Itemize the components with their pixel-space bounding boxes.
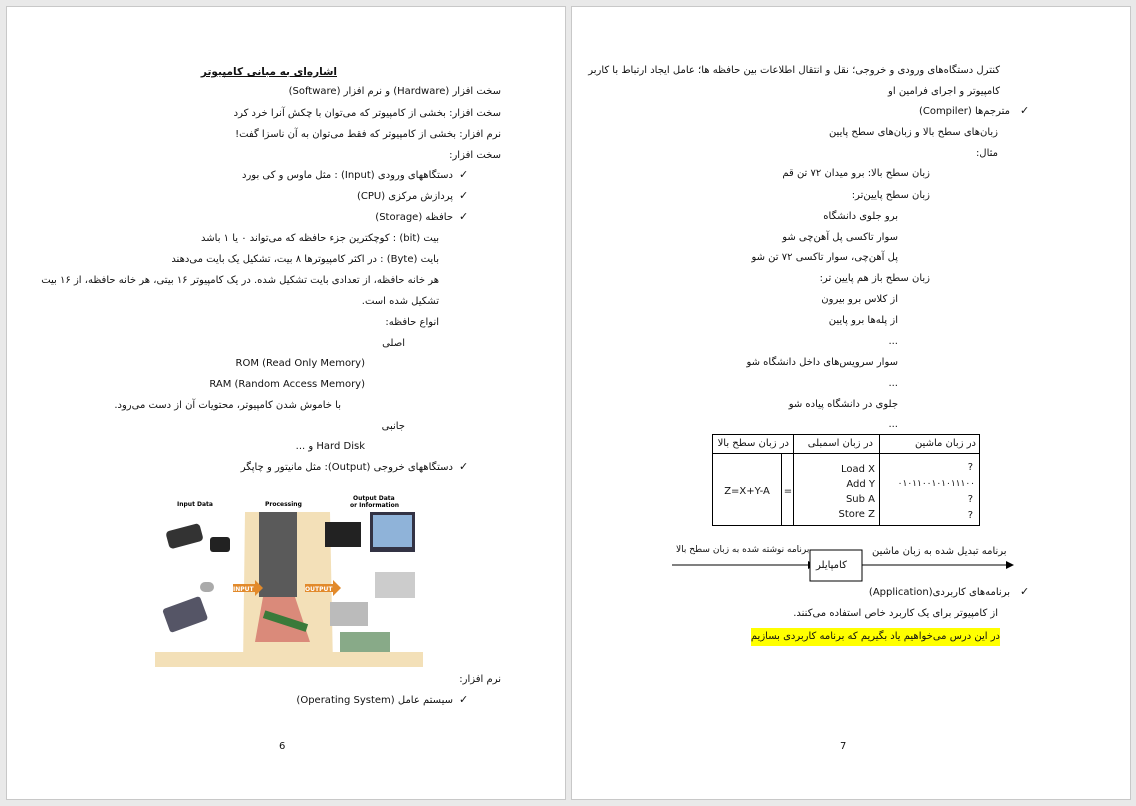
flow-source-label: برنامه نوشته شده به زبان سطح بالا: [676, 545, 810, 555]
language-comparison-table: [712, 434, 980, 526]
text-line: سخت افزار: بخشی از کامپیوتر که می‌توان با چکش آنرا خرد کرد: [233, 108, 501, 119]
text-line: نرم افزار: بخشی از کامپیوتر که فقط می‌توان به آن ناسزا گفت!: [235, 129, 501, 140]
checkmark-icon: ✓: [1020, 104, 1030, 117]
page-number: 7: [840, 741, 847, 752]
bullet-item: مترجم‌ها (Compiler): [918, 106, 1010, 117]
text-line: جانبی: [381, 421, 405, 432]
checkmark-icon: ✓: [459, 189, 469, 202]
table-cell: ?: [967, 494, 973, 505]
table-cell-expression: Z=X+Y-A: [724, 486, 770, 497]
text-line: سوار سرویس‌های داخل دانشگاه شو: [746, 357, 898, 368]
text-line: از کلاس برو بیرون: [821, 294, 898, 305]
text-line: سخت افزار (Hardware) و نرم افزار (Software): [288, 86, 501, 97]
text-line: کنترل دستگاه‌های ورودی و خروجی؛ نقل و انتقال اطلاعات بین حافظه ها؛ عامل ایجاد ارتباط با کاربر: [588, 65, 1000, 76]
text-line: سوار تاکسی پل آهن‌چی شو: [782, 232, 898, 243]
text-line: زبان‌های سطح بالا و زبان‌های سطح پایین: [828, 127, 998, 138]
figure-illustration: [155, 492, 423, 667]
text-line: ...: [888, 378, 898, 389]
table-header-machine: در زبان ماشین: [914, 438, 976, 449]
bullet-item: دستگاههای خروجی (Output): مثل مانیتور و چاپگر: [240, 462, 453, 473]
checkmark-icon: ✓: [1020, 585, 1030, 598]
page-heading: اشاره‌ای به مبانی کامپیوتر: [200, 66, 337, 78]
page-7: [571, 6, 1131, 800]
bullet-item: سیستم عامل (Operating System): [296, 695, 453, 706]
checkmark-icon: ✓: [459, 693, 469, 706]
text-line: زبان سطح پایین‌تر:: [851, 190, 930, 201]
processing-label: Processing: [265, 501, 302, 508]
text-line: ...: [888, 336, 898, 347]
text-line: برو جلوی دانشگاه: [823, 211, 898, 222]
text-line: بایت (Byte) : در اکثر کامپیوترها ۸ بیت، تشکیل یک بایت می‌دهند: [171, 254, 439, 265]
table-header-high-level: در زبان سطح بالا: [717, 438, 789, 449]
text-line: Hard Disk و ...: [295, 441, 365, 452]
text-line: ROM (Read Only Memory): [235, 358, 365, 369]
table-cell: ?: [967, 462, 973, 473]
compiler-box-label: کامپایلر: [816, 560, 847, 571]
text-line: نرم افزار:: [459, 674, 501, 685]
input-data-label: Input Data: [177, 501, 213, 508]
text-line: از کامپیوتر برای یک کاربرد خاص استفاده می‌کنند.: [793, 608, 998, 619]
text-line: هر خانه حافظه، از تعدادی بایت تشکیل شده. در یک کامپیوتر ۱۶ بیتی، هر خانه حافظه، از ۱۶ بیت: [41, 275, 439, 286]
table-cell-asm: Load X: [840, 464, 875, 475]
text-line: اصلی: [382, 338, 405, 349]
text-line: سخت افزار:: [449, 150, 501, 161]
table-cell-asm: Sub A: [845, 494, 875, 505]
checkmark-icon: ✓: [459, 210, 469, 223]
input-arrow-label: INPUT: [233, 586, 254, 593]
checkmark-icon: ✓: [459, 168, 469, 181]
highlighted-goal: در این درس می‌خواهیم یاد بگیریم که برنامه کاربردی بسازیم: [751, 628, 1000, 646]
text-line: جلوی در دانشگاه پیاده شو: [788, 399, 898, 410]
text-line: ...: [888, 419, 898, 430]
input-process-output-figure: [155, 492, 423, 667]
text-line: RAM (Random Access Memory): [209, 379, 365, 390]
text-line: از پله‌ها برو پایین: [828, 315, 898, 326]
page-number: 6: [279, 741, 286, 752]
bullet-item: حافظه (Storage): [375, 212, 453, 223]
text-line: کامپیوتر و اجرای فرامین او: [888, 86, 1000, 97]
text-line: تشکیل شده است.: [361, 296, 439, 307]
text-line: زبان سطح بالا: برو میدان ۷۲ تن قم: [782, 168, 930, 179]
table-cell-binary: ۰۱۰۱۱۰۰۱۰۱۰۱۱۱۰۰: [897, 479, 975, 489]
table-cell: ?: [967, 510, 973, 521]
bullet-item: دستگاههای ورودی (Input) : مثل ماوس و کی بورد: [242, 170, 453, 181]
table-cell-asm: Store Z: [838, 509, 875, 520]
text-line: با خاموش شدن کامپیوتر، محتویات آن از دست می‌رود.: [114, 400, 341, 411]
table-cell-asm: Add Y: [846, 479, 875, 490]
text-line: مثال:: [975, 148, 998, 159]
text-line: انواع حافظه:: [385, 317, 439, 328]
table-header-assembly: در زبان اسمبلی: [807, 438, 873, 449]
flow-target-label: برنامه تبدیل شده به زبان ماشین: [872, 546, 1007, 557]
output-arrow-label: OUTPUT: [305, 586, 333, 593]
page-6: [6, 6, 566, 800]
text-line: پل آهن‌چی، سوار تاکسی ۷۲ تن شو: [751, 252, 898, 263]
output-info-label: or Information: [350, 502, 399, 509]
bullet-item: برنامه‌های کاربردی(Application): [868, 587, 1010, 598]
table-cell-equals: =: [783, 486, 793, 497]
text-line: زبان سطح باز هم پایین تر:: [819, 273, 930, 284]
output-data-label: Output Data: [353, 495, 395, 502]
text-line: بیت (bit) : کوچکترین جزء حافظه که می‌تواند ۰ یا ۱ باشد: [201, 233, 439, 244]
checkmark-icon: ✓: [459, 460, 469, 473]
bullet-item: پردازش مرکزی (CPU): [356, 191, 453, 202]
